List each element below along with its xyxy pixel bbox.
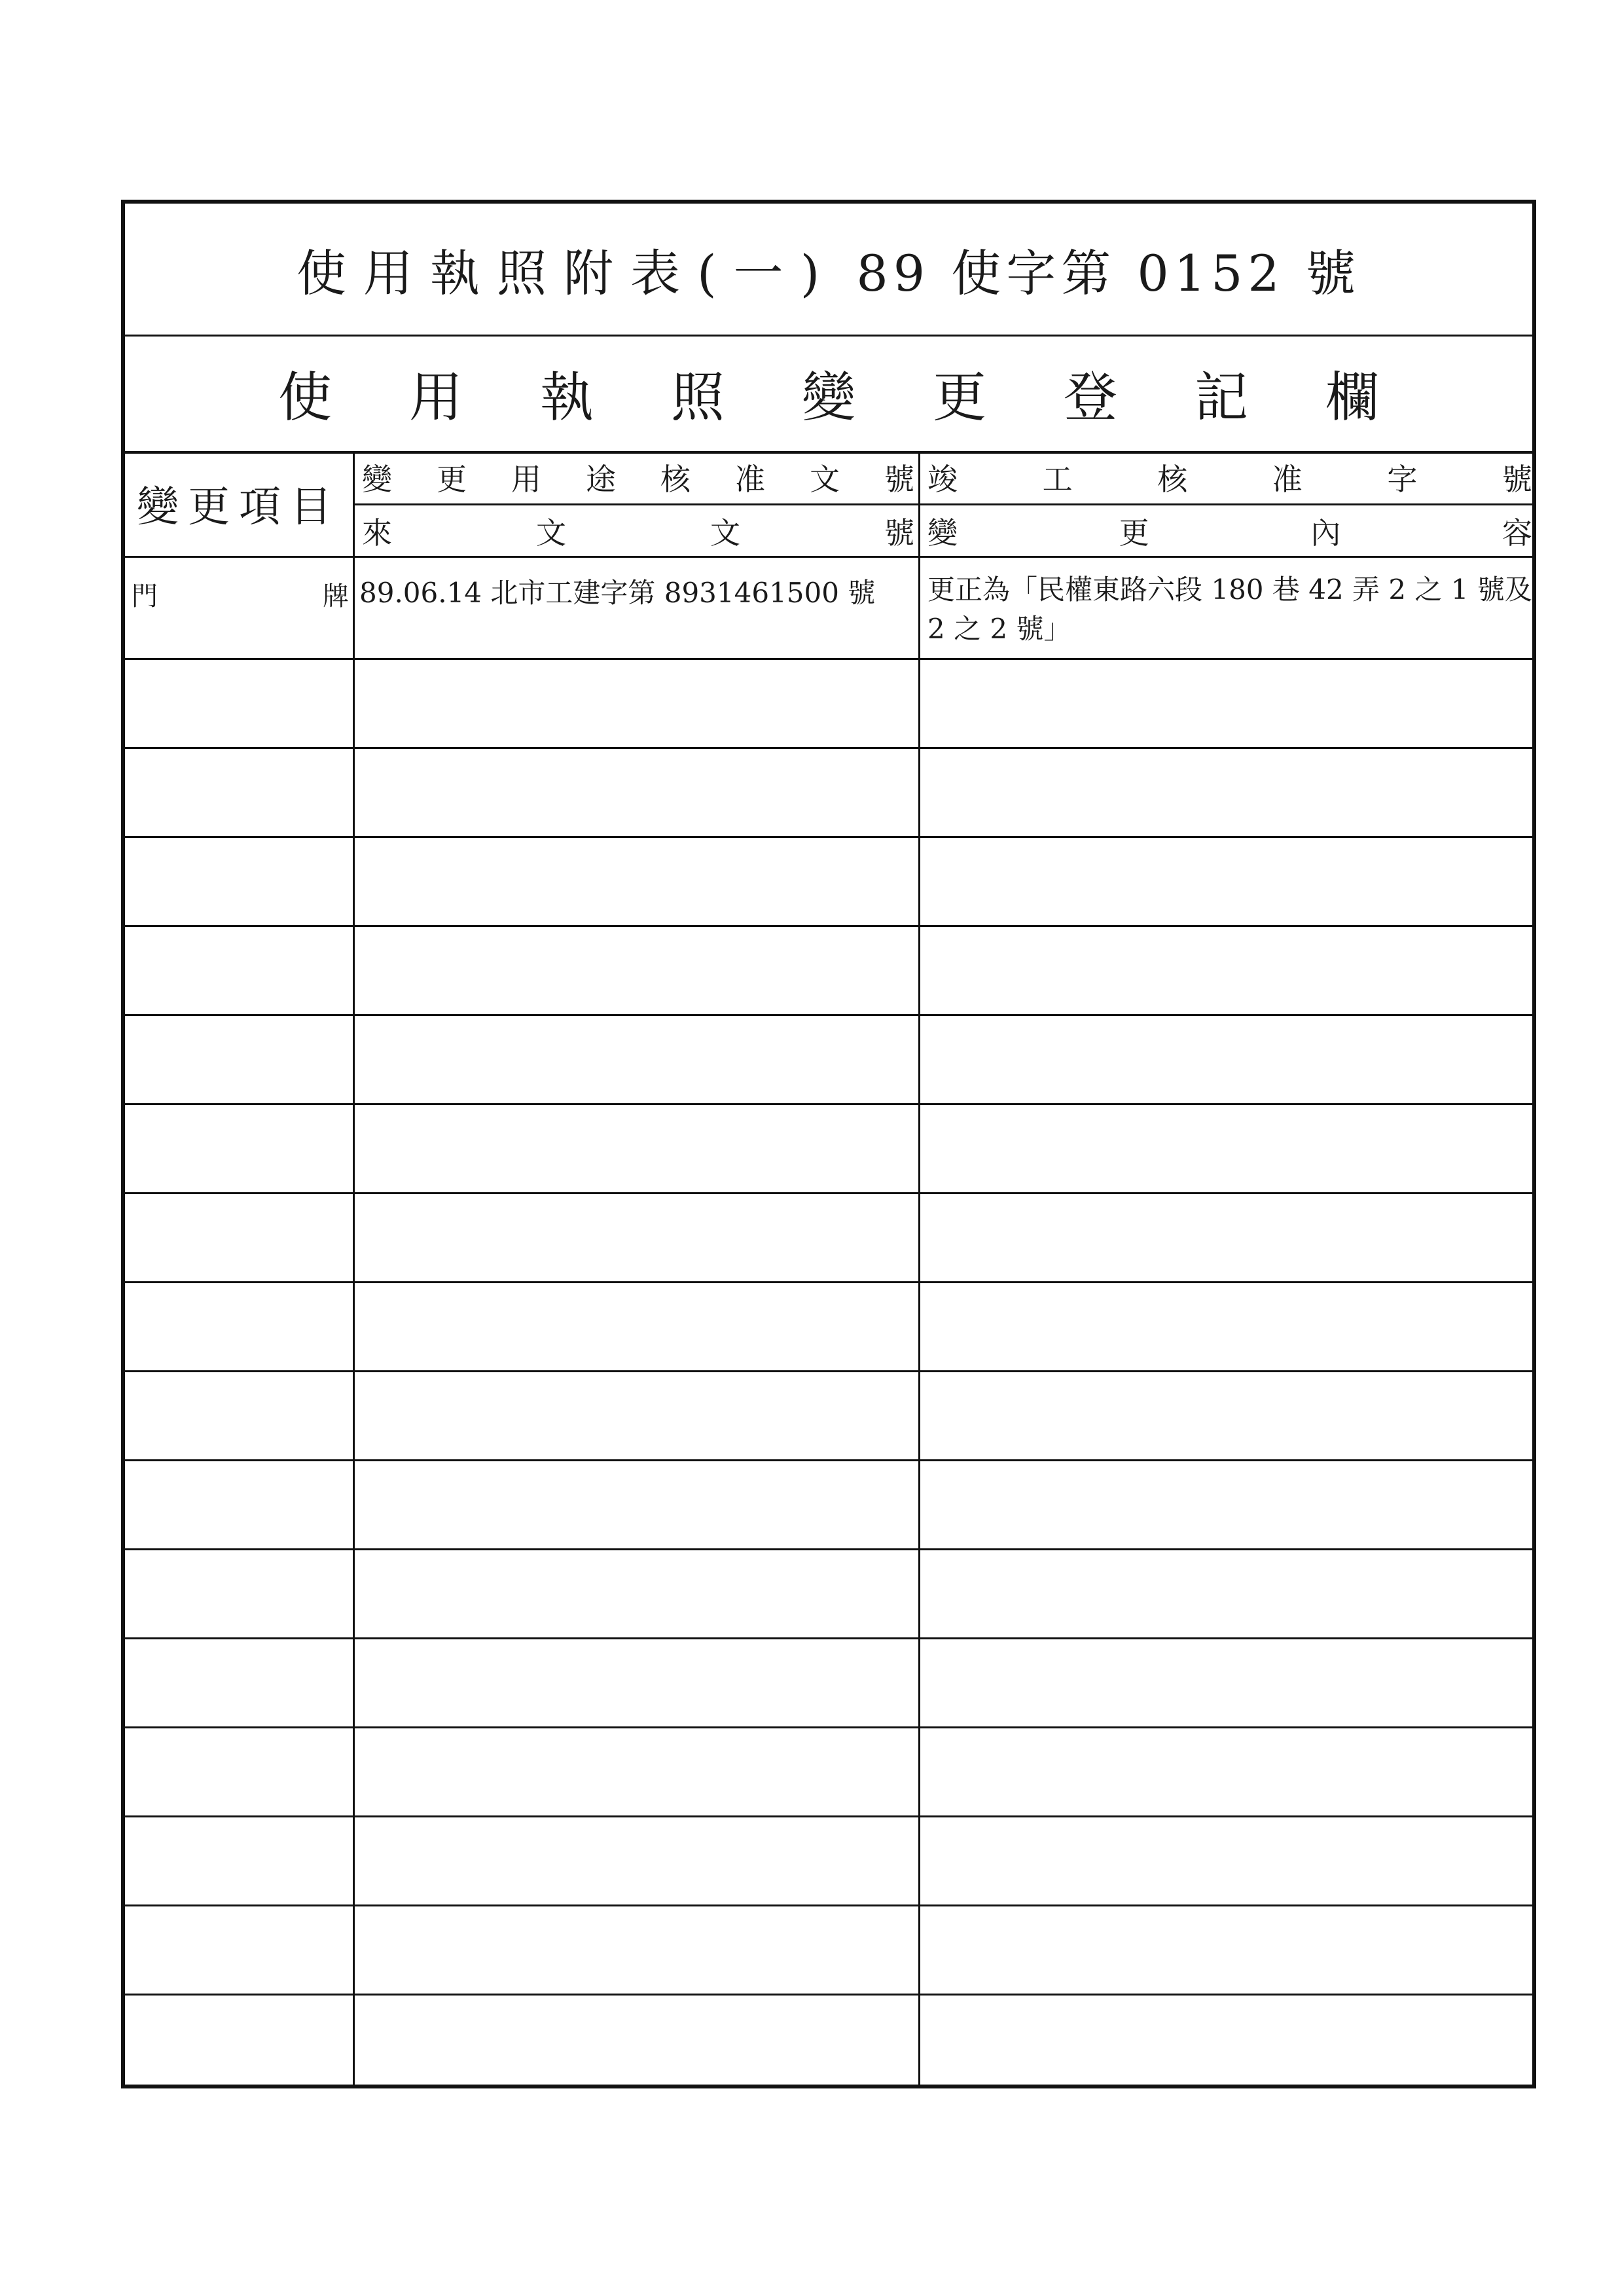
- header-char: 工: [1042, 462, 1073, 497]
- row-divider: [125, 1904, 1532, 1906]
- item-char: 門: [132, 581, 158, 611]
- annex-title: 使用執照附表(一): [297, 244, 837, 302]
- header-char: 內: [1310, 515, 1341, 551]
- header-change-item: 變更項目: [137, 483, 341, 532]
- row-doc-number: 89.06.14 北市工建字第 8931461500 號: [359, 577, 876, 609]
- header-char: 來: [362, 515, 392, 551]
- header-change-content: [921, 505, 1536, 556]
- column-divider: [918, 451, 920, 2085]
- header-char: 用: [511, 462, 541, 497]
- header-char: 文: [710, 515, 740, 551]
- item-char: 牌: [323, 581, 349, 611]
- row-divider: [125, 925, 1532, 927]
- row-divider: [125, 1637, 1532, 1639]
- header-char: 途: [586, 462, 616, 497]
- row-divider: [125, 556, 1532, 558]
- register-heading: 使用執照變更登記欄: [278, 366, 1456, 429]
- row-divider: [125, 1192, 1532, 1194]
- header-char: 准: [1272, 462, 1303, 497]
- header-char: 准: [735, 462, 765, 497]
- row-divider: [125, 1103, 1532, 1105]
- header-char: 更: [437, 462, 467, 497]
- row-divider: [125, 1994, 1532, 1995]
- row-divider: [125, 1014, 1532, 1016]
- change-register-table: [125, 451, 1532, 2085]
- row-divider: [125, 658, 1532, 660]
- register-heading-row: [125, 335, 1532, 454]
- row-change-item: [125, 574, 353, 613]
- row-divider: [125, 1815, 1532, 1817]
- usage-license-annex-table: [121, 200, 1536, 2088]
- header-char: 核: [660, 462, 691, 497]
- column-divider: [353, 451, 355, 2085]
- license-number: 89 使字第 0152 號: [856, 244, 1361, 302]
- header-char: 號: [1501, 462, 1532, 497]
- header-char: 變: [927, 515, 958, 551]
- header-char: 竣: [927, 462, 958, 497]
- header-approval-doc-no: [355, 451, 918, 503]
- row-divider: [125, 836, 1532, 838]
- row-divider: [125, 1726, 1532, 1728]
- header-char: 更: [1119, 515, 1149, 551]
- row-divider: [125, 747, 1532, 749]
- row-divider: [125, 1281, 1532, 1283]
- row-divider: [125, 1459, 1532, 1461]
- header-incoming-doc-no: [355, 505, 918, 556]
- header-char: 容: [1501, 515, 1532, 551]
- header-char: 核: [1157, 462, 1188, 497]
- title-row: [125, 204, 1532, 337]
- row-divider: [125, 1370, 1532, 1372]
- header-completion-approval-no: [921, 451, 1536, 503]
- header-char: 文: [810, 462, 840, 497]
- header-char: 號: [884, 462, 914, 497]
- header-char: 號: [884, 515, 914, 551]
- row-divider: [125, 1548, 1532, 1550]
- header-char: 字: [1387, 462, 1418, 497]
- header-char: 變: [362, 462, 392, 497]
- header-char: 文: [536, 515, 566, 551]
- row-change-content: 更正為「民權東路六段 180 巷 42 弄 2 之 1 號及 2 之 2 號」: [927, 574, 1532, 645]
